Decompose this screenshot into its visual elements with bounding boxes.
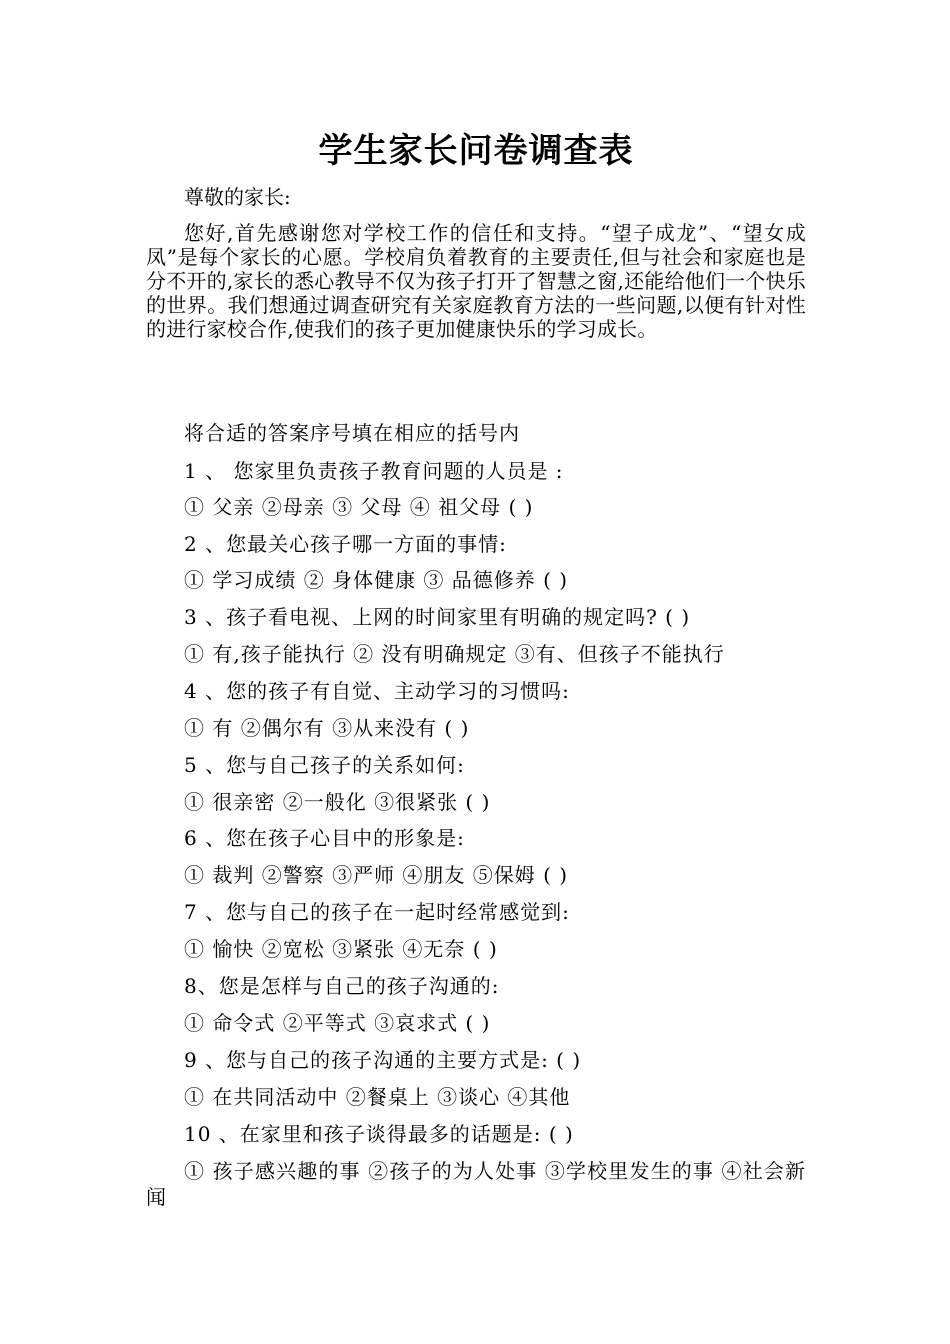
question-2: 2 、您最关心孩子哪一方面的事情: xyxy=(184,532,507,556)
options-5: ① 很亲密 ②一般化 ③很紧张 ( ) xyxy=(184,790,491,814)
question-6: 6 、您在孩子心目中的形象是: xyxy=(184,826,465,850)
question-5: 5 、您与自己孩子的关系如何: xyxy=(184,753,465,777)
question-10: 10 、在家里和孩子谈得最多的话题是: ( ) xyxy=(184,1122,574,1146)
options-7: ① 愉快 ②宽松 ③紧张 ④无奈 ( ) xyxy=(184,937,498,961)
options-8: ① 命令式 ②平等式 ③哀求式 ( ) xyxy=(184,1011,491,1035)
options-1: ① 父亲 ②母亲 ③ 父母 ④ 祖父母 ( ) xyxy=(184,495,534,519)
options-4: ① 有 ②偶尔有 ③从来没有 ( ) xyxy=(184,716,470,740)
question-4: 4 、您的孩子有自觉、主动学习的习惯吗: xyxy=(184,679,570,703)
question-1: 1 、 您家里负责孩子教育问题的人员是 : xyxy=(184,459,564,483)
question-9: 9 、您与自己的孩子沟通的主要方式是: ( ) xyxy=(184,1048,582,1072)
salutation: 尊敬的家长: xyxy=(184,185,291,209)
options-6: ① 裁判 ②警察 ③严师 ④朋友 ⑤保姆 ( ) xyxy=(184,863,569,887)
question-7: 7 、您与自己的孩子在一起时经常感觉到: xyxy=(184,900,570,924)
options-9: ① 在共同活动中 ②餐桌上 ③谈心 ④其他 xyxy=(184,1085,571,1109)
intro-paragraph: 您好,首先感谢您对学校工作的信任和支持。“望子成龙”、“望女成凤”是每个家长的心愿。学校肩负着教育的主要责任,但与社会和家庭也是分不开的,家长的悉心教导不仅为孩子打开了智慧之窗,还能给他们一个快乐的世界。我们想通过调查研究有关家庭教育方法的一些问题,以便有针对性的进行家校合作,使我们的孩子更加健康快乐的学习成长。 xyxy=(146,221,806,341)
page-title: 学生家长问卷调查表 xyxy=(318,131,634,171)
options-3: ① 有,孩子能执行 ② 没有明确规定 ③有、但孩子不能执行 xyxy=(184,642,725,666)
question-3: 3 、孩子看电视、上网的时间家里有明确的规定吗? ( ) xyxy=(184,605,691,629)
instruction-text: 将合适的答案序号填在相应的括号内 xyxy=(184,421,520,445)
options-10: ① 孩子感兴趣的事 ②孩子的为人处事 ③学校里发生的事 ④社会新闻 xyxy=(146,1159,806,1209)
options-2: ① 学习成绩 ② 身体健康 ③ 品德修养 ( ) xyxy=(184,568,569,592)
question-8: 8、您是怎样与自己的孩子沟通的: xyxy=(184,974,500,998)
